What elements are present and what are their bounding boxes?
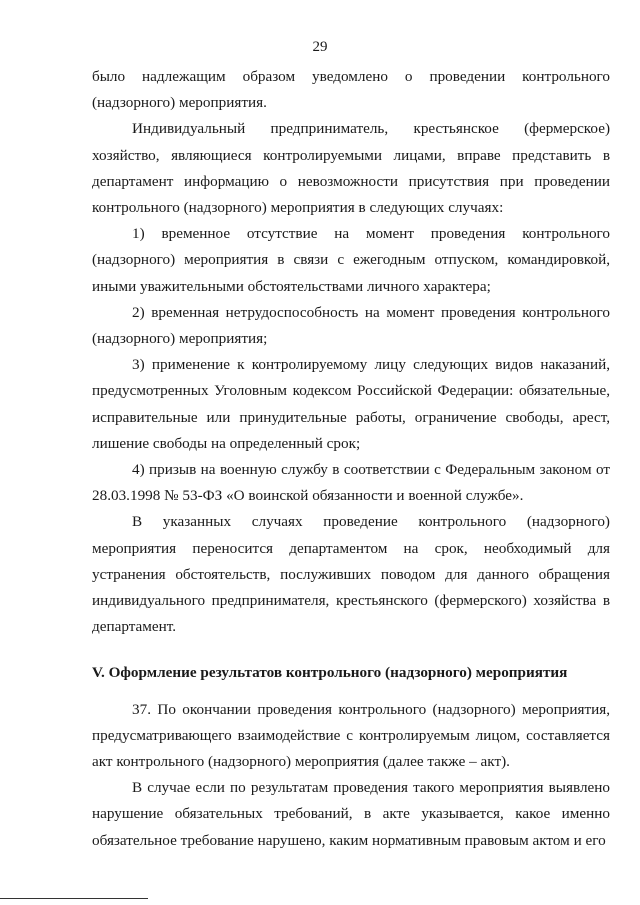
section-heading: V. Оформление результатов контрольного (надзорного) мероприятия [92,664,568,682]
body-paragraph: 3) применение к контролируемому лицу следующих видов наказаний, предусмотренных Уголовным кодексом Российской Федерации: обязательные, исправительные или принудительные работы, ограничение свободы, арест, лишение свободы на определенный срок; [92,356,610,452]
page-number: 29 [312,39,328,55]
body-paragraph: В указанных случаях проведение контрольного (надзорного) мероприятия переносится департаментом на срок, необходимый для устранения обстоятельств, послуживших поводом для данного обращения индивидуального предпринимателя, крестьянского (фермерского) хозяйства в департамент. [92,513,610,636]
body-paragraph: Индивидуальный предприниматель, крестьянское (фермерское) хозяйство, являющиеся контролируемыми лицами, вправе представить в департамент информацию о невозможности присутствия при проведении контрольного (надзорного) мероприятия в следующих случаях: [92,120,610,217]
body-paragraph: В случае если по результатам проведения такого мероприятия выявлено нарушение обязательных требований, в акте указывается, какое именно обязательное требование нарушено, каким нормативным правовым актом и его [92,779,610,849]
body-paragraph: было надлежащим образом уведомлено о проведении контрольного (надзорного) мероприятия. [92,68,610,112]
footnote-separator-line [0,898,148,899]
document-body [92,64,610,854]
section-before-heading [92,64,610,640]
body-paragraph: 2) временная нетрудоспособность на момент проведения контрольного (надзорного) мероприятия; [92,303,610,348]
section-after-heading [92,697,610,854]
body-paragraph: 1) временное отсутствие на момент проведения контрольного (надзорного) мероприятия в связи с ежегодным отпуском, командировкой, иными уважительными обстоятельствами личного характера; [92,225,610,295]
body-paragraph: 37. По окончании проведения контрольного (надзорного) мероприятия, предусматривающего взаимодействие с контролируемым лицом, составляется акт контрольного (надзорного) мероприятия (далее также – акт). [92,700,610,771]
heading-spacer-top [92,640,610,660]
heading-spacer-bottom [92,687,610,697]
body-paragraph: 4) призыв на военную службу в соответствии с Федеральным законом от 28.03.1998 № 53-ФЗ «О воинской обязанности и военной службе». [92,461,610,505]
